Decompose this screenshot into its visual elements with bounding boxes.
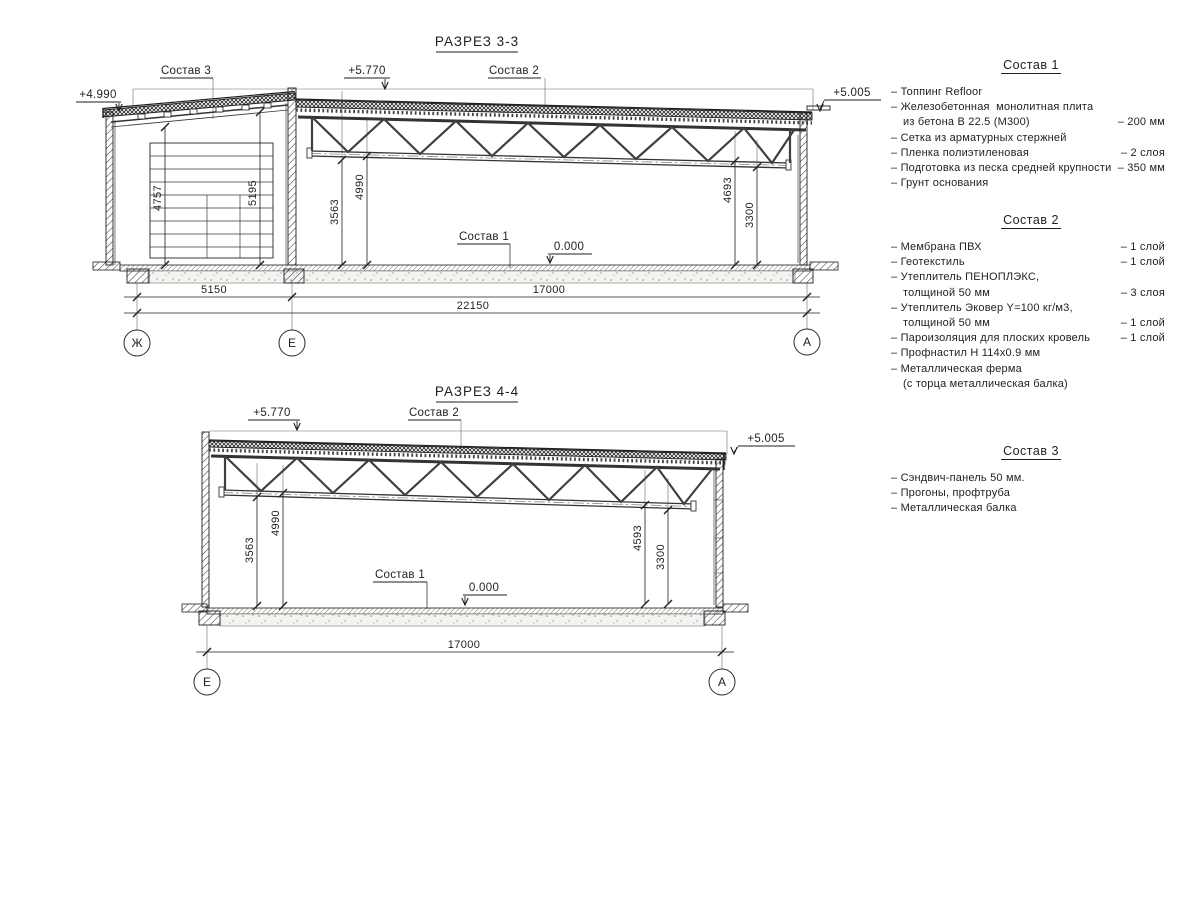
section-2-vertical-dims bbox=[257, 493, 668, 606]
floor-slab-1 bbox=[93, 262, 838, 283]
dim-4990-2: 4990 bbox=[270, 509, 282, 537]
legend-item: – Топпинг Refloor bbox=[891, 86, 983, 98]
legend-item: – Мембрана ПВХ – 1 слой bbox=[891, 241, 1165, 253]
callout-elev-5770-2: +5.770 bbox=[253, 407, 291, 419]
dim-3563: 3563 bbox=[329, 198, 341, 226]
legend-section-sostav-2 bbox=[883, 213, 1179, 392]
section-2-axes bbox=[194, 669, 735, 695]
legend-item: (с торца металлическая балка) bbox=[903, 377, 1068, 390]
callout-sostav-2: Состав 2 bbox=[488, 65, 540, 77]
axis-a-2: А bbox=[717, 675, 727, 689]
callout-sostav-3: Состав 3 bbox=[160, 65, 212, 77]
callout-elev-4990: +4.990 bbox=[79, 89, 117, 101]
legend-section-sostav-3 bbox=[883, 444, 1179, 517]
floor-topping-2 bbox=[207, 608, 723, 614]
wall-axis-a bbox=[800, 113, 807, 265]
wall-axis-a-2 bbox=[716, 459, 723, 607]
materials-legend bbox=[883, 0, 1183, 900]
footing-a-2 bbox=[704, 611, 725, 625]
dim-4693: 4693 bbox=[722, 176, 734, 204]
footing-e bbox=[284, 269, 304, 283]
legend-item: толщиной 50 мм – 3 слоя bbox=[903, 286, 1165, 299]
legend-item: – Сэндвич-панель 50 мм. bbox=[891, 472, 1025, 484]
dim-5195: 5195 bbox=[247, 179, 259, 207]
dim-3563-2: 3563 bbox=[244, 536, 256, 564]
legend-section-sostav-1 bbox=[883, 58, 1179, 191]
wall-axis-zh bbox=[106, 112, 113, 265]
ledge-right-2 bbox=[723, 604, 748, 612]
hall-structure bbox=[288, 88, 830, 265]
section-1-callouts bbox=[76, 65, 881, 268]
axis-e-2: Е bbox=[202, 675, 212, 689]
callout-sostav-2-2: Состав 2 bbox=[408, 407, 460, 419]
annex-structure bbox=[103, 92, 295, 266]
legend-item: – Сетка из арматурных стержней bbox=[891, 131, 1067, 144]
axis-zh: Ж bbox=[131, 336, 143, 350]
legend-title-sostav-3: Состав 3 bbox=[1003, 444, 1059, 458]
legend-item: – Утеплитель ПЕНОПЛЭКС, bbox=[891, 271, 1040, 284]
callout-elev-5005: +5.005 bbox=[833, 87, 871, 99]
legend-item: – Геотекстиль – 1 слой bbox=[891, 256, 1165, 269]
section-2 bbox=[182, 384, 795, 695]
floor-topping bbox=[120, 265, 810, 271]
axis-a: А bbox=[802, 335, 812, 349]
footing-a bbox=[793, 269, 813, 283]
section-2-title: РАЗРЕЗ 4-4 bbox=[434, 384, 520, 399]
footing-e-2 bbox=[199, 611, 220, 625]
legend-item: – Подготовка из песка средней крупности – 350 мм bbox=[891, 162, 1165, 175]
section-2-callouts bbox=[248, 407, 795, 609]
dim-4990: 4990 bbox=[354, 173, 366, 201]
callout-sostav-1-2: Состав 1 bbox=[374, 569, 426, 581]
legend-item: из бетона В 22.5 (М300) – 200 мм bbox=[903, 116, 1165, 129]
dim-5150: 5150 bbox=[200, 284, 228, 296]
legend-item: – Утеплитель Эковер Y=100 кг/м3, bbox=[891, 301, 1073, 314]
legend-item: – Грунт основания bbox=[891, 177, 989, 190]
callout-elev-zero-2: 0.000 bbox=[468, 582, 500, 594]
legend-item: – Металлическая ферма bbox=[891, 362, 1022, 375]
wall-axis-e bbox=[288, 88, 296, 265]
callout-elev-5770: +5.770 bbox=[348, 65, 386, 77]
ledge-right bbox=[810, 262, 838, 270]
legend-item: – Прогоны, профтруба bbox=[891, 487, 1011, 500]
dim-3300-2: 3300 bbox=[655, 543, 667, 571]
section-1-axes bbox=[124, 329, 820, 356]
axis-e: Е bbox=[287, 336, 297, 350]
footing-zh bbox=[127, 269, 149, 283]
ledge-left bbox=[93, 262, 120, 270]
legend-item: – Железобетонная монолитная плита bbox=[891, 101, 1094, 114]
legend-item: – Пленка полиэтиленовая – 2 слоя bbox=[891, 146, 1165, 159]
legend-item: – Профнастил Н 114х0.9 мм bbox=[891, 347, 1041, 360]
floor-slab-2 bbox=[182, 604, 748, 626]
dim-4593: 4593 bbox=[632, 524, 644, 552]
dim-3300: 3300 bbox=[744, 201, 756, 229]
section-2-dim-ticks bbox=[253, 489, 672, 610]
dim-4757: 4757 bbox=[152, 184, 164, 212]
callout-elev-5005-2: +5.005 bbox=[747, 433, 785, 445]
floor-base-2 bbox=[220, 614, 705, 626]
floor-base bbox=[148, 271, 795, 283]
callout-elev-zero: 0.000 bbox=[553, 241, 585, 253]
legend-title-sostav-2: Состав 2 bbox=[1003, 213, 1059, 227]
legend-title-sostav-1: Состав 1 bbox=[1003, 58, 1059, 72]
dim-22150: 22150 bbox=[456, 300, 490, 312]
callout-sostav-1: Состав 1 bbox=[458, 231, 510, 243]
legend-item: – Металлическая балка bbox=[891, 502, 1017, 515]
legend-item: толщиной 50 мм – 1 слой bbox=[903, 317, 1165, 330]
section-1-horizontal-dims bbox=[124, 283, 820, 330]
section-1-title: РАЗРЕЗ 3-3 bbox=[434, 34, 520, 49]
dim-17000-bottom: 17000 bbox=[447, 639, 481, 651]
dim-17000-top: 17000 bbox=[532, 284, 566, 296]
section-1 bbox=[76, 34, 881, 356]
section-2-horizontal-dims bbox=[196, 625, 734, 669]
legend-item: – Пароизоляция для плоских кровель – 1 слой bbox=[891, 332, 1165, 345]
wall-axis-e-2 bbox=[202, 432, 209, 607]
